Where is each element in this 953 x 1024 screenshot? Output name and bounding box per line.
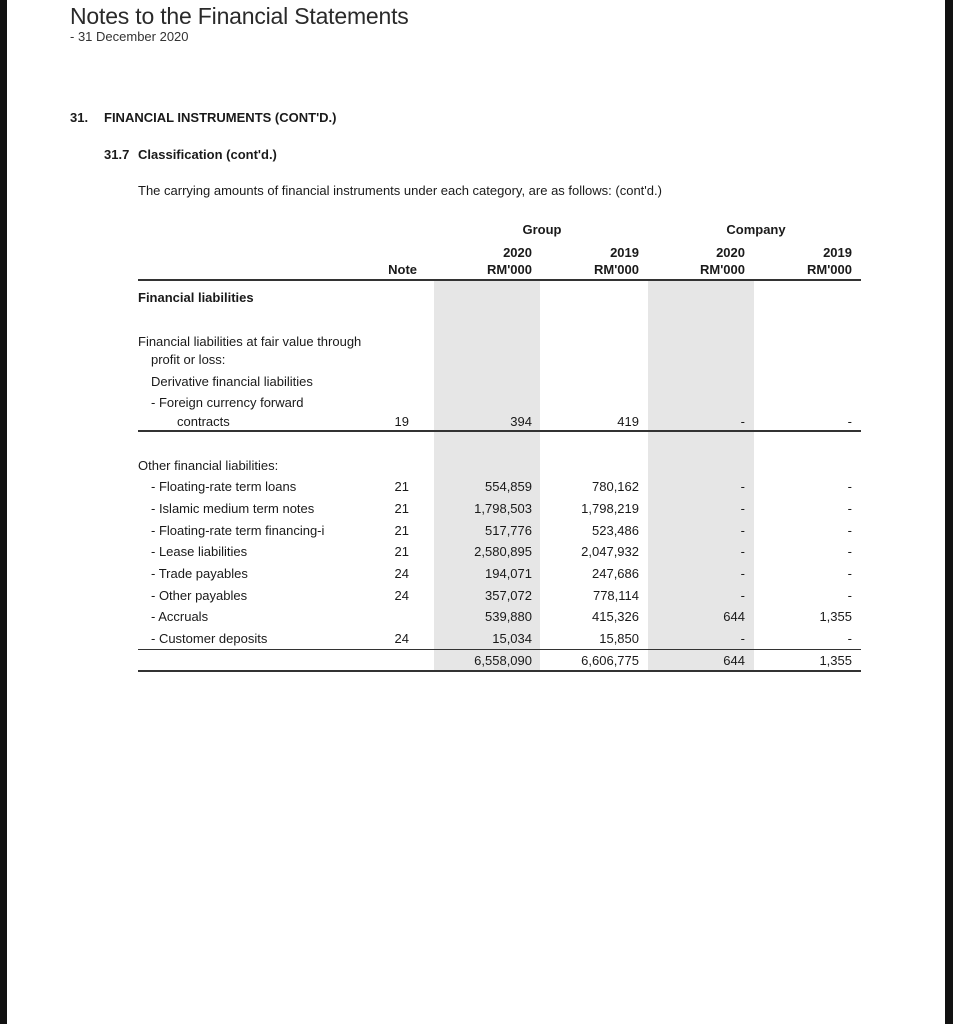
row-group-2020: 539,880 [485, 609, 532, 624]
row-label: - Lease liabilities [151, 544, 248, 559]
total-company-2020: 644 [723, 653, 745, 668]
page-date: - 31 December 2020 [70, 29, 189, 44]
left-frame-border [0, 0, 7, 1024]
row-group-2019: 415,326 [592, 609, 639, 624]
col-unit-group-2019: RM'000 [594, 262, 639, 277]
forward-contracts-company-2019: - [847, 414, 852, 429]
row-note: 21 [394, 523, 409, 538]
section-title: FINANCIAL INSTRUMENTS (CONT'D.) [104, 110, 337, 125]
financial-liabilities-heading: Financial liabilities [138, 290, 254, 305]
row-group-2019: 780,162 [592, 479, 639, 494]
row-company-2019: - [847, 588, 852, 603]
header-rule [138, 279, 861, 281]
intro-text: The carrying amounts of financial instruments under each category, are as follows: (cont'd.) [138, 183, 662, 198]
forward-contracts-group-2020: 394 [510, 414, 532, 429]
row-company-2019: - [847, 566, 852, 581]
col-unit-company-2019: RM'000 [807, 262, 852, 277]
row-group-2020: 357,072 [485, 588, 532, 603]
col-year-company-2019: 2019 [823, 245, 852, 260]
row-group-2019: 778,114 [592, 588, 639, 603]
row-label: - Floating-rate term financing-i [151, 523, 325, 538]
forward-contracts-label-line2: contracts [177, 414, 230, 429]
row-company-2020: - [740, 566, 745, 581]
col-year-group-2020: 2020 [503, 245, 532, 260]
row-company-2019: - [847, 479, 852, 494]
document-page [7, 0, 945, 1024]
row-label: - Other payables [151, 588, 248, 603]
total-group-2019: 6,606,775 [581, 653, 639, 668]
row-group-2020: 15,034 [492, 631, 532, 646]
row-note: 24 [394, 588, 409, 603]
fvtpl-rule [138, 430, 861, 432]
row-note: 21 [394, 479, 409, 494]
row-company-2020: 644 [723, 609, 745, 624]
row-group-2019: 523,486 [592, 523, 639, 538]
row-company-2020: - [740, 479, 745, 494]
col-year-company-2020: 2020 [716, 245, 745, 260]
forward-contracts-label-line1: - Foreign currency forward [151, 395, 304, 410]
total-company-2019: 1,355 [819, 653, 852, 668]
fvtpl-label-line2: profit or loss: [151, 352, 226, 367]
row-note: 21 [394, 544, 409, 559]
company-header: Company [726, 222, 786, 237]
col-unit-company-2020: RM'000 [700, 262, 745, 277]
row-label: - Customer deposits [151, 631, 268, 646]
group-header: Group [522, 222, 562, 237]
total-group-2020: 6,558,090 [474, 653, 532, 668]
row-company-2020: - [740, 501, 745, 516]
row-company-2020: - [740, 523, 745, 538]
row-company-2019: - [847, 631, 852, 646]
row-company-2020: - [740, 544, 745, 559]
row-group-2020: 554,859 [485, 479, 532, 494]
fvtpl-label-line1: Financial liabilities at fair value through [138, 334, 362, 349]
row-note: 24 [394, 631, 409, 646]
row-company-2019: - [847, 523, 852, 538]
row-note: 24 [394, 566, 409, 581]
row-company-2019: - [847, 544, 852, 559]
row-group-2020: 517,776 [485, 523, 532, 538]
forward-contracts-company-2020: - [740, 414, 745, 429]
right-frame-border [945, 0, 953, 1024]
row-group-2019: 1,798,219 [581, 501, 639, 516]
row-group-2020: 194,071 [485, 566, 532, 581]
row-group-2019: 247,686 [592, 566, 639, 581]
row-company-2020: - [740, 588, 745, 603]
forward-contracts-group-2019: 419 [617, 414, 639, 429]
note-header: Note [388, 262, 417, 277]
row-label: - Floating-rate term loans [151, 479, 297, 494]
row-label: - Trade payables [151, 566, 248, 581]
row-group-2019: 2,047,932 [581, 544, 639, 559]
row-label: - Islamic medium term notes [151, 501, 315, 516]
col-year-group-2019: 2019 [610, 245, 639, 260]
other-liabilities-heading: Other financial liabilities: [138, 458, 279, 473]
subsection-number: 31.7 [104, 147, 130, 162]
row-group-2020: 2,580,895 [474, 544, 532, 559]
subsection-title: Classification (cont'd.) [138, 147, 277, 162]
section-number: 31. [70, 110, 89, 125]
row-group-2020: 1,798,503 [474, 501, 532, 516]
subtotal-rule [138, 649, 861, 650]
row-company-2019: - [847, 501, 852, 516]
forward-contracts-note: 19 [394, 414, 409, 429]
row-group-2019: 15,850 [599, 631, 639, 646]
row-company-2020: - [740, 631, 745, 646]
row-note: 21 [394, 501, 409, 516]
derivative-label: Derivative financial liabilities [151, 374, 313, 389]
row-label: - Accruals [151, 609, 209, 624]
total-rule [138, 670, 861, 672]
page-title: Notes to the Financial Statements [70, 3, 409, 29]
row-company-2019: 1,355 [819, 609, 852, 624]
col-unit-group-2020: RM'000 [487, 262, 532, 277]
